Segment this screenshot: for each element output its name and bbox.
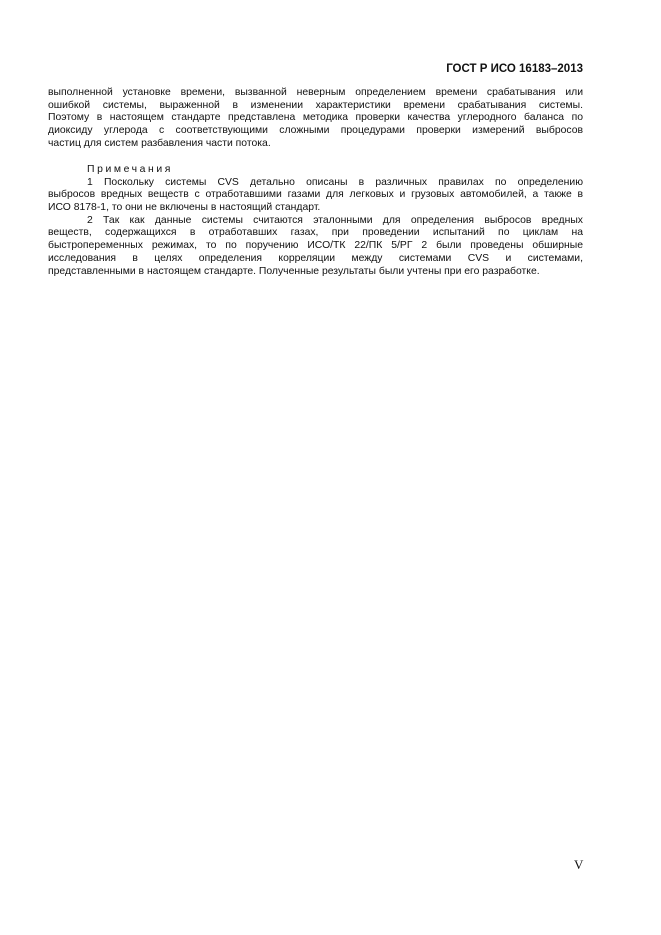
note-1-line: 1 Поскольку системы CVS детально описаны в различных правилах по определению <box>87 176 583 188</box>
text-line: выполненной установке времени, вызванной неверным определением времени срабатывания или <box>48 87 583 98</box>
note-2-line: исследования в целях определения корреляции между системами CVS и системами, <box>48 252 583 264</box>
notes-title: Примечания <box>87 164 173 175</box>
note-2-line: 2 Так как данные системы считаются эталонными для определения выбросов вредных <box>87 214 583 226</box>
note-1-line: ИСО 8178-1, то они не включены в настоящий стандарт. <box>48 202 321 214</box>
note-2-line: быстропеременных режимах, то по поручению ИСО/ТК 22/ПК 5/РГ 2 были проведены обширные <box>48 240 583 252</box>
text-line: ошибкой системы, выраженной в изменении характеристики времени срабатывания системы. <box>48 99 583 111</box>
document-header: ГОСТ Р ИСО 16183–2013 <box>446 63 583 75</box>
text-line: частиц для систем разбавления части потока. <box>48 137 271 149</box>
text-line: Поэтому в настоящем стандарте представлена методика проверки качества углеродного баланса по <box>48 112 583 124</box>
intro-paragraph <box>48 87 583 150</box>
note-2-line: представленными в настоящем стандарте. Полученные результаты были учтены при его разработке. <box>48 265 540 277</box>
notes-section <box>48 164 583 278</box>
note-1-line: выбросов вредных веществ с отработавшими газами для легковых и грузовых автомобилей, а также в <box>48 189 583 201</box>
note-2-line: веществ, содержащихся в отработавших газах, при проведении испытаний по циклам на <box>48 227 583 239</box>
page-number: V <box>574 857 584 872</box>
text-line: диоксиду углерода с соответствующими сложными процедурами проверки измерений выбросов <box>48 125 583 137</box>
